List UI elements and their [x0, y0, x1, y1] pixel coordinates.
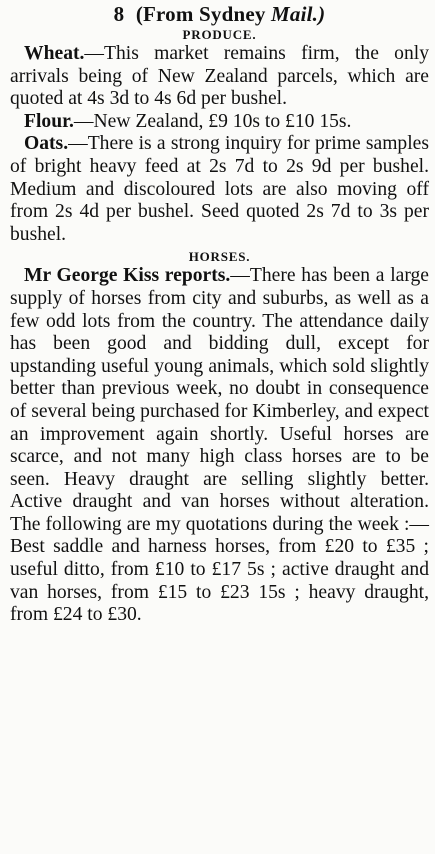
paragraph-body: —There has been a large supply of horses from city and suburbs, as well as a few odd lots from the country. The attendance daily has been good and bidding dull, except for upstanding useful young animals, which sold slightly better than previous week, no doubt in consequence of several being purchased for Kimberley, and expect an improvement again shortly. Useful horses are scarce, and not many high class horses are to be seen. Heavy draught are selling slightly better. Active draught and van horses without alteration. The following are my quotations during the week :—Best saddle and harness horses, from £20 to £35 ; useful ditto, from £10 to £17 5s ; active draught and van horses, from £15 to £23 15s ; heavy draught, from £24 to £30.: [10, 265, 429, 626]
source-line: [10, 2, 429, 27]
source-prefix: (From Sydney: [135, 2, 266, 26]
paragraph-body: —This market remains firm, the only arrivals being of New Zealand parcels, which are quoted at 4s 3d to 4s 6d per bushel.: [10, 43, 429, 110]
paragraph-wheat: [10, 43, 429, 111]
paragraph-oats: [10, 133, 429, 246]
paragraph-body: —There is a strong inquiry for prime samples of bright heavy feed at 2s 7d to 2s 9d per bushel. Medium and discoloured lots are also moving off from 2s 4d per bushel. Seed quoted 2s 7d to 3s per bushel.: [10, 133, 429, 245]
paragraph-lead: Mr George Kiss reports.: [24, 265, 231, 287]
paragraph-lead: Oats.: [24, 133, 69, 155]
paragraph-lead: Flour.: [24, 110, 74, 132]
paragraph-horses-report: [10, 265, 429, 627]
paragraph-lead: Wheat.: [24, 43, 85, 64]
source-paper: Mail.): [271, 2, 326, 26]
paragraph-body: —New Zealand, £9 10s to £10 15s.: [73, 110, 352, 132]
paragraph-flour: [10, 111, 429, 134]
section-heading-produce: PRODUCE.: [182, 27, 257, 42]
column-marker: 8: [113, 2, 125, 26]
section-heading-horses: HORSES.: [188, 249, 251, 265]
